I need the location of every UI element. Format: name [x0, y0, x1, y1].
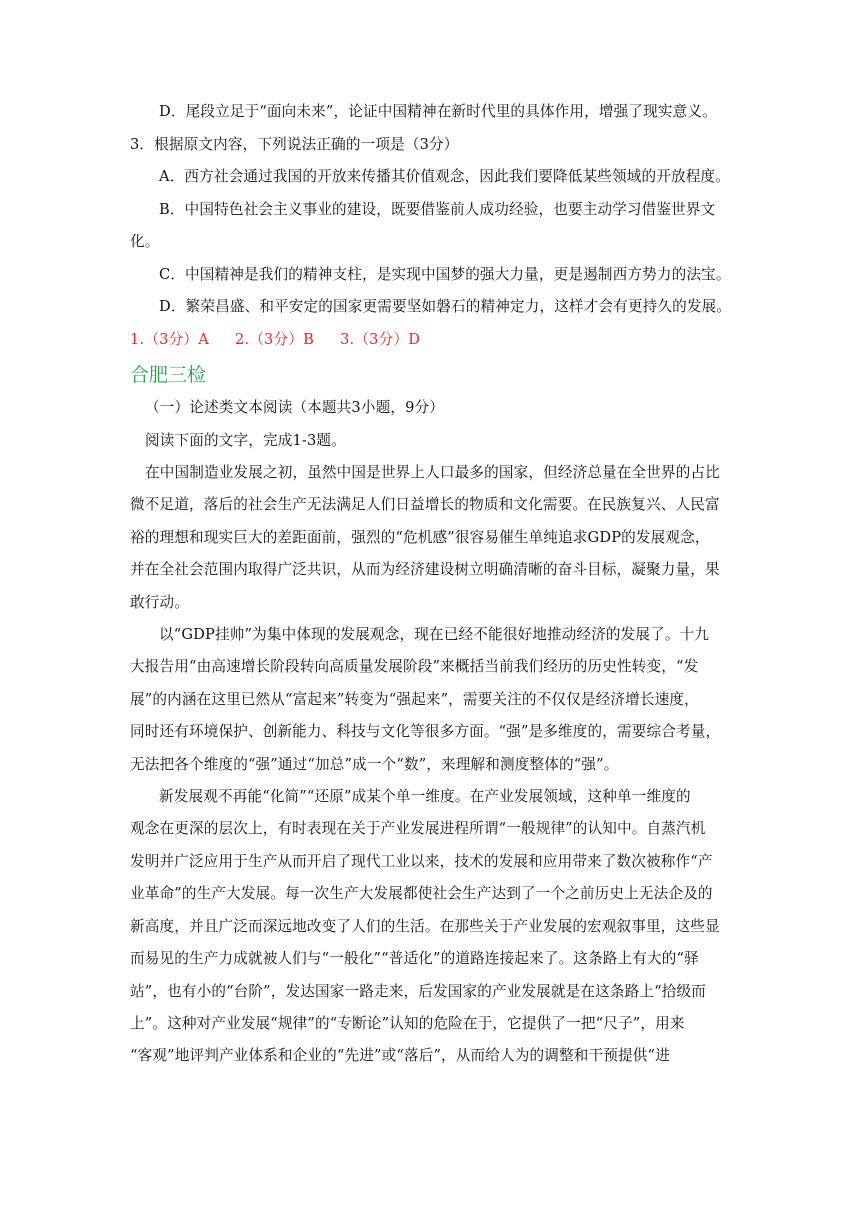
paragraph-line: 展”的内涵在这里已然从“富起来”转变为“强起来”，需要关注的不仅仅是经济增长速度， — [130, 690, 699, 708]
q3-option-a: A．西方社会通过我国的开放来传播其价值观念，因此我们要降低某些领域的开放程度。 — [159, 168, 730, 185]
paragraph-line: 站”，也有小的“台阶”，发达国家一路走来，后发国家的产业发展就是在这条路上“拾级而 — [130, 982, 706, 1000]
paragraph-line: 大报告用“由高速增长阶段转向高质量发展阶段”来概括当前我们经历的历史性转变，“发 — [130, 658, 699, 676]
paragraph-1 — [130, 457, 740, 619]
section-title: 合肥三检 — [130, 364, 207, 386]
paragraph-line: 裕的理想和现实巨大的差距面前，强烈的“危机感”很容易催生单纯追求GDP的发展观念， — [130, 528, 710, 546]
paragraph-line: 业革命”的生产大发展。每一次生产大发展都使社会生产达到了一个之前历史上无法企及的 — [130, 885, 713, 903]
answer-key — [130, 324, 740, 357]
paragraph-2 — [130, 619, 740, 781]
paragraph-line: 发明并广泛应用于生产从而开启了现代工业以来，技术的发展和应用带来了数次被称作“产 — [130, 852, 713, 870]
paragraph-line: 并在全社会范围内取得广泛共识，从而为经济建设树立明确清晰的奋斗目标，凝聚力量，果 — [130, 561, 720, 579]
q2-option-d: D．尾段立足于“面向未来”，论证中国精神在新时代里的具体作用，增强了现实意义。 — [159, 103, 717, 120]
reading-instruction: 阅读下面的文字，完成1-3题。 — [145, 431, 346, 449]
q3-option-c: C．中国精神是我们的精神支柱，是实现中国梦的强大力量，更是遏制西方势力的法宝。 — [159, 265, 731, 283]
paragraph-line: 同时还有环境保护、创新能力、科技与文化等很多方面。“强”是多维度的，需要综合考量， — [130, 723, 721, 741]
paragraph-line: 新高度，并且广泛而深远地改变了人们的生活。在那些关于产业发展的宏观叙事里，这些显 — [130, 917, 720, 935]
answer-2: 2.（3分）B — [234, 330, 315, 348]
paragraph-line: “客观”地评判产业体系和企业的“先进”或“落后”，从而给人为的调整和干预提供“进 — [130, 1047, 670, 1065]
paragraph-line: 在中国制造业发展之初，虽然中国是世界上人口最多的国家，但经济总量在全世界的占比 — [145, 464, 721, 481]
paragraph-line: 观念在更深的层次上，有时表现在关于产业发展进程所谓“一般规律”的认知中。自蒸汽机 — [130, 820, 706, 838]
paragraph-line: 新发展观不再能“化简”“还原”成某个单一维度。在产业发展领域，这种单一维度的 — [159, 788, 691, 806]
q3-option-b-line2: 化。 — [130, 233, 160, 250]
paragraph-line: 微不足道，落后的社会生产无法满足人们日益增长的物质和文化需要。在民族复兴、人民富 — [130, 496, 720, 514]
paragraph-line: 敢行动。 — [130, 593, 189, 611]
q3-stem: 3．根据原文内容，下列说法正确的一项是（3分） — [130, 135, 459, 153]
paragraph-3 — [130, 781, 740, 1073]
q3-option-d: D．繁荣昌盛、和平安定的国家更需要坚如磐石的精神定力，这样才会有更持久的发展。 — [159, 298, 732, 315]
paragraph-line: 而易见的生产力成就被人们与“一般化”“普适化”的道路连接起来了。这条路上有大的“驿 — [130, 950, 699, 968]
document-body — [130, 96, 740, 1073]
q3-option-b-line1: B．中国特色社会主义事业的建设，既要借鉴前人成功经验，也要主动学习借鉴世界文 — [159, 200, 716, 218]
answer-1: 1.（3分）A — [130, 330, 209, 348]
paragraph-line: 无法把各个维度的“强”通过“加总”成一个“数”，来理解和测度整体的“强”。 — [130, 755, 619, 773]
paragraph-line: 以“GDP挂帅”为集中体现的发展观念，现在已经不能很好地推动经济的发展了。十九 — [159, 626, 710, 644]
section-subheading: （一）论述类文本阅读（本题共3小题，9分） — [145, 399, 445, 416]
paragraph-line: 上”。这种对产业发展“规律”的“专断论”认知的危险在于，它提供了一把“尺子”，用来 — [130, 1014, 685, 1032]
answer-3: 3.（3分）D — [340, 330, 421, 348]
